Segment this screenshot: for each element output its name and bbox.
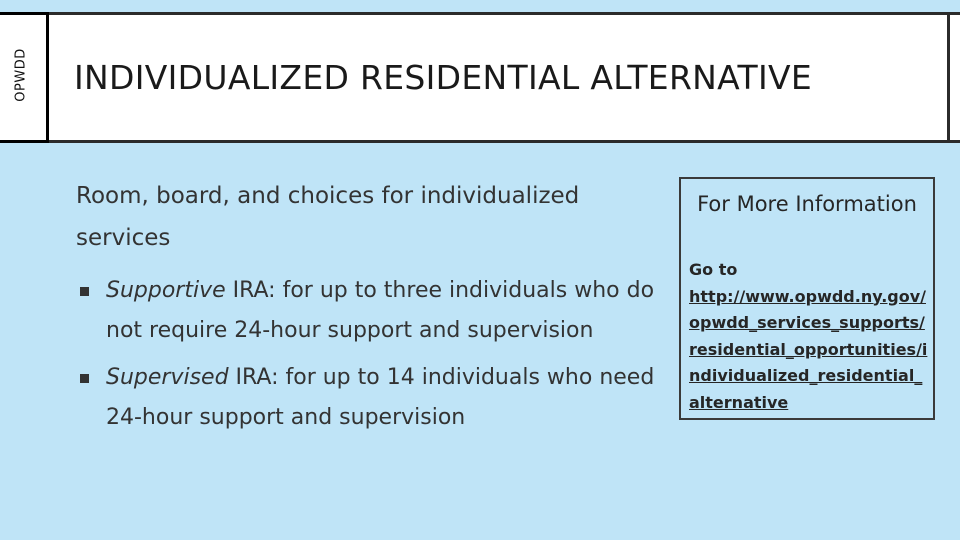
bullet-supportive-ira (76, 271, 656, 351)
more-info-heading: For More Information (697, 192, 917, 216)
page-title: INDIVIDUALIZED RESIDENTIAL ALTERNATIVE (74, 58, 812, 97)
intro-text: Room, board, and choices for individualized services (76, 183, 580, 251)
bullet-emphasis: Supportive (106, 278, 226, 303)
more-info-box (679, 177, 935, 420)
square-bullet-icon (80, 374, 89, 383)
more-info-body (689, 257, 929, 416)
go-to-label: Go to (689, 260, 738, 279)
title-band-right-edge (947, 12, 960, 143)
bullet-list (76, 271, 656, 438)
square-bullet-icon (80, 287, 89, 296)
bullet-text: IRA: for up to three individuals who do not require 24-hour support and supervision (106, 278, 655, 343)
bullet-text: IRA: for up to 14 individuals who need 24-hour support and supervision (106, 365, 655, 430)
side-tab-label: OPWDD (13, 48, 29, 102)
bullet-supervised-ira (76, 358, 656, 438)
main-content (76, 175, 656, 445)
opwdd-ira-link[interactable]: http://www.opwdd.ny.gov/opwdd_services_supports/residential_opportunities/individualized_residential_alternative (689, 286, 928, 412)
bullet-emphasis: Supervised (106, 365, 229, 390)
